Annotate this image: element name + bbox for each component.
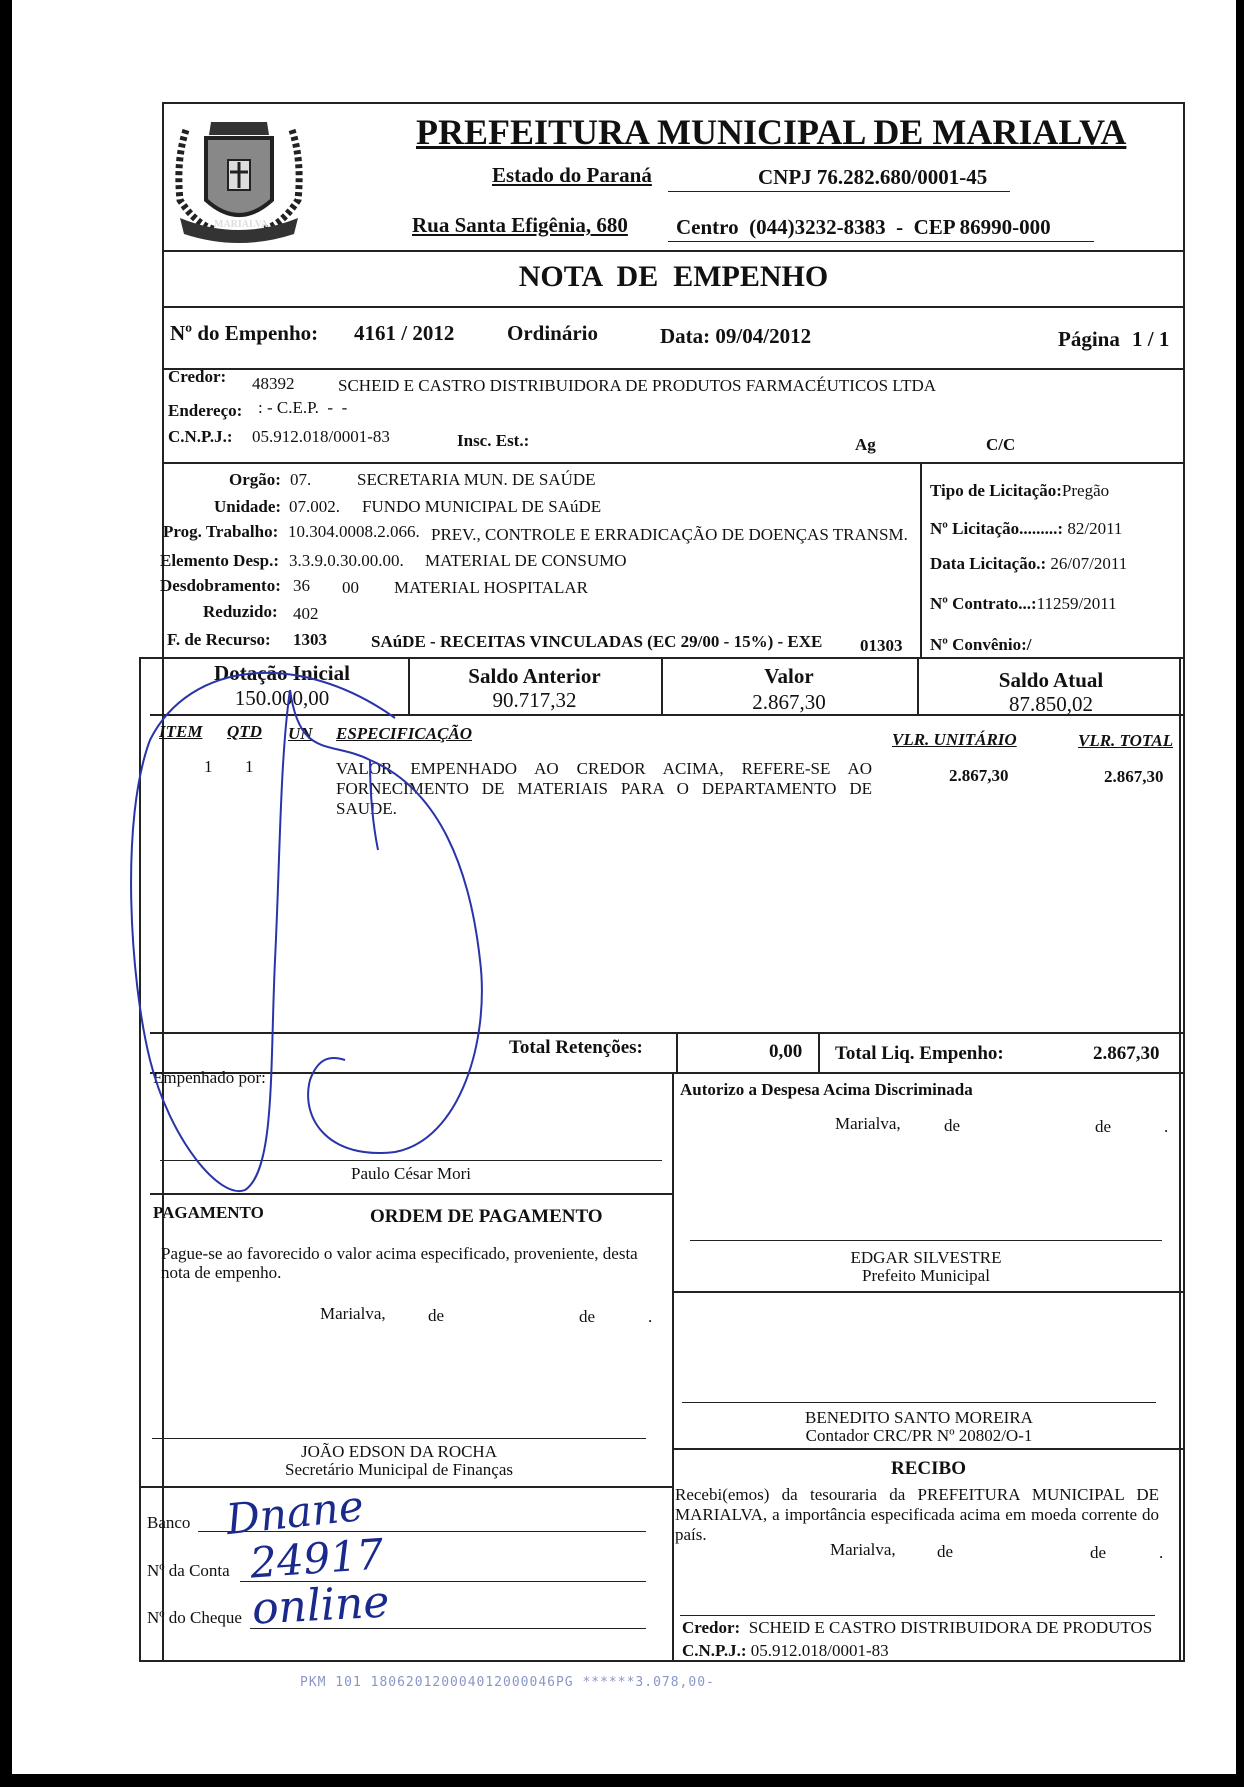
elemento-code: 3.3.9.0.30.00.00. — [289, 551, 404, 570]
secretario-name: JOÃO EDSON DA ROCHA — [301, 1442, 497, 1461]
cnpj-header: CNPJ 76.282.680/0001-45 — [758, 165, 988, 189]
recibo-de1: de — [937, 1542, 954, 1561]
row-unit-value: 2.867,30 — [949, 766, 1009, 785]
insc-est-label: Insc. Est.: — [457, 431, 530, 450]
recibo-text: Recebi(emos) da tesouraria da PREFEITURA MUNICIPAL DE MARIALVA, a importância especificada acima em moeda corrente do país. — [675, 1485, 1159, 1544]
retencoes-value: 0,00 — [769, 1041, 803, 1062]
recurso-label: F. de Recurso: — [167, 630, 271, 649]
unidade-label: Unidade: — [214, 497, 282, 516]
pagamento-place: Marialva, — [320, 1304, 386, 1323]
contrato-value: 11259/2011 — [1036, 594, 1117, 613]
col-total-value: VLR. TOTAL — [1078, 731, 1174, 750]
saldo-anterior-label: Saldo Anterior — [468, 664, 601, 688]
pagamento-label: PAGAMENTO — [153, 1203, 264, 1222]
pagamento-dot: . — [648, 1307, 653, 1326]
endereco-value: : - C.E.P. - - — [258, 398, 348, 417]
recibo-credor-value: SCHEID E CASTRO DISTRIBUIDORA DE PRODUTOS — [748, 1618, 1153, 1637]
empenho-label: Nº do Empenho: — [170, 321, 319, 345]
data-licitacao-label: Data Licitação.: — [930, 554, 1047, 573]
seal-banner-text: MARIALVA — [214, 219, 268, 230]
cc-label: C/C — [986, 435, 1016, 454]
reduzido-label: Reduzido: — [203, 602, 278, 621]
col-qtd: QTD — [227, 722, 262, 741]
empenho-date: Data: 09/04/2012 — [660, 324, 812, 348]
bank-stamp: PKM 101 180620120004012000046PG ******3.078,00- — [300, 1675, 715, 1690]
recibo-cnpj-value: 05.912.018/0001-83 — [750, 1641, 889, 1660]
recibo-place: Marialva, — [830, 1540, 896, 1559]
valor-value: 2.867,30 — [752, 690, 826, 714]
saldo-atual-value: 87.850,02 — [1009, 692, 1093, 716]
recibo-de2: de — [1090, 1543, 1107, 1562]
liq-value: 2.867,30 — [1093, 1043, 1160, 1064]
col-spec: ESPECIFICAÇÃO — [336, 724, 473, 743]
saldo-anterior-value: 90.717,32 — [492, 688, 577, 712]
orgao-name: SECRETARIA MUN. DE SAÚDE — [357, 470, 596, 489]
banco-label: Banco — [147, 1513, 191, 1532]
pagamento-text: Pague-se ao favorecido o valor acima especificado, proveniente, desta nota de empenho. — [161, 1244, 638, 1282]
col-item: ITEM — [159, 722, 203, 741]
desdobramento-sub: 00 — [342, 578, 359, 597]
col-un: UN — [288, 724, 313, 743]
elemento-label: Elemento Desp.: — [160, 551, 279, 570]
col-unit-value: VLR. UNITÁRIO — [892, 730, 1017, 749]
prog-label: Prog. Trabalho: — [163, 522, 279, 541]
unidade-name: FUNDO MUNICIPAL DE SAúDE — [362, 497, 602, 516]
recurso-ref: 01303 — [860, 636, 903, 655]
credor-code: 48392 — [252, 374, 295, 393]
endereco-label: Endereço: — [168, 401, 243, 420]
state-name: Estado do Paraná — [492, 163, 652, 187]
recibo-cnpj-label: C.N.P.J.: — [682, 1641, 747, 1660]
prog-code: 10.304.0008.2.066. — [288, 522, 420, 541]
reduzido-value: 402 — [293, 604, 319, 623]
empenho-number: 4161 / 2012 — [354, 321, 455, 345]
autorizo-label: Autorizo a Despesa Acima Discriminada — [680, 1080, 973, 1099]
conta-label: Nº da Conta — [147, 1561, 230, 1580]
recurso-name: SAúDE - RECEITAS VINCULADAS (EC 29/00 - 15%) - EXE — [371, 632, 823, 651]
credor-cnpj: 05.912.018/0001-83 — [252, 427, 390, 446]
empenhado-name: Paulo César Mori — [351, 1164, 471, 1183]
convenio-label: Nº Convênio:/ — [930, 635, 1032, 654]
district-phone-cep: Centro (044)3232-8383 - CEP 86990-000 — [676, 215, 1051, 239]
credor-label: Credor: — [168, 367, 227, 386]
retencoes-label: Total Retenções: — [509, 1037, 643, 1058]
signature-stroke-1 — [131, 673, 395, 1191]
autorizo-place: Marialva, — [835, 1114, 901, 1133]
address: Rua Santa Efigênia, 680 — [412, 213, 628, 237]
tipo-licitacao-label: Tipo de Licitação: — [930, 481, 1062, 500]
row-spec: VALOR EMPENHADO AO CREDOR ACIMA, REFERE-SE AO FORNECIMENTO DE MATERIAIS PARA O DEPARTAMENTO DE SAUDE. — [336, 759, 872, 818]
desdobramento-label: Desdobramento: — [160, 576, 281, 595]
data-licitacao-value: 26/07/2011 — [1050, 554, 1128, 573]
orgao-label: Orgão: — [229, 470, 281, 489]
recibo-credor-label: Credor: — [682, 1618, 741, 1637]
page-label: Página — [1058, 327, 1120, 351]
secretario-role: Secretário Municipal de Finanças — [284, 1460, 513, 1479]
recibo-dot: . — [1159, 1543, 1164, 1562]
row-qtd: 1 — [245, 757, 254, 776]
recurso-code: 1303 — [293, 630, 327, 649]
page-title: PREFEITURA MUNICIPAL DE MARIALVA — [416, 112, 1127, 152]
cheque-handwriting: online — [250, 1576, 391, 1635]
conta-handwriting: 24917 — [248, 1529, 386, 1588]
desdobramento-code: 36 — [293, 576, 310, 595]
elemento-name: MATERIAL DE CONSUMO — [425, 551, 627, 570]
saldo-atual-label: Saldo Atual — [998, 668, 1104, 692]
dotacao-label: Dotação Inicial — [214, 661, 350, 685]
recibo-label: RECIBO — [891, 1458, 966, 1479]
page-number: 1 / 1 — [1132, 327, 1170, 351]
tipo-licitacao-value: Pregão — [1061, 481, 1110, 500]
doc-title: NOTA DE EMPENHO — [518, 260, 829, 293]
cheque-label: Nº do Cheque — [147, 1608, 242, 1627]
contador-role: Contador CRC/PR Nº 20802/O-1 — [805, 1426, 1033, 1445]
signature-stroke-2 — [290, 690, 482, 1153]
autorizo-de1: de — [944, 1116, 961, 1135]
contador-name: BENEDITO SANTO MOREIRA — [805, 1408, 1033, 1427]
unidade-code: 07.002. — [289, 497, 340, 516]
prefeito-name: EDGAR SILVESTRE — [850, 1248, 1002, 1267]
row-item: 1 — [204, 757, 213, 776]
ordem-pagamento-label: ORDEM DE PAGAMENTO — [370, 1206, 603, 1227]
banco-handwriting: Dnane — [223, 1480, 366, 1545]
liq-label: Total Liq. Empenho: — [835, 1043, 1004, 1064]
desdobramento-name: MATERIAL HOSPITALAR — [394, 578, 588, 597]
prefeito-role: Prefeito Municipal — [862, 1266, 990, 1285]
valor-label: Valor — [764, 664, 814, 688]
autorizo-dot: . — [1164, 1117, 1169, 1136]
prog-name: PREV., CONTROLE E ERRADICAÇÃO DE DOENÇAS TRANSM. — [431, 525, 908, 544]
credor-name: SCHEID E CASTRO DISTRIBUIDORA DE PRODUTOS FARMACÉUTICOS LTDA — [338, 376, 937, 395]
numero-licitacao-label: Nº Licitação.........: — [930, 519, 1064, 538]
pagamento-de1: de — [428, 1306, 445, 1325]
orgao-code: 07. — [290, 470, 312, 489]
cnpj-label: C.N.P.J.: — [168, 427, 233, 446]
numero-licitacao-value: 82/2011 — [1067, 519, 1123, 538]
empenhado-label: Empenhado por: — [153, 1068, 266, 1087]
empenho-type: Ordinário — [507, 321, 599, 345]
row-total-value: 2.867,30 — [1104, 767, 1164, 786]
autorizo-de2: de — [1095, 1117, 1112, 1136]
dotacao-value: 150.000,00 — [234, 686, 330, 710]
contrato-label: Nº Contrato...: — [930, 594, 1037, 613]
pagamento-de2: de — [579, 1307, 596, 1326]
signature-stroke-3 — [370, 760, 378, 850]
ag-label: Ag — [855, 435, 876, 454]
